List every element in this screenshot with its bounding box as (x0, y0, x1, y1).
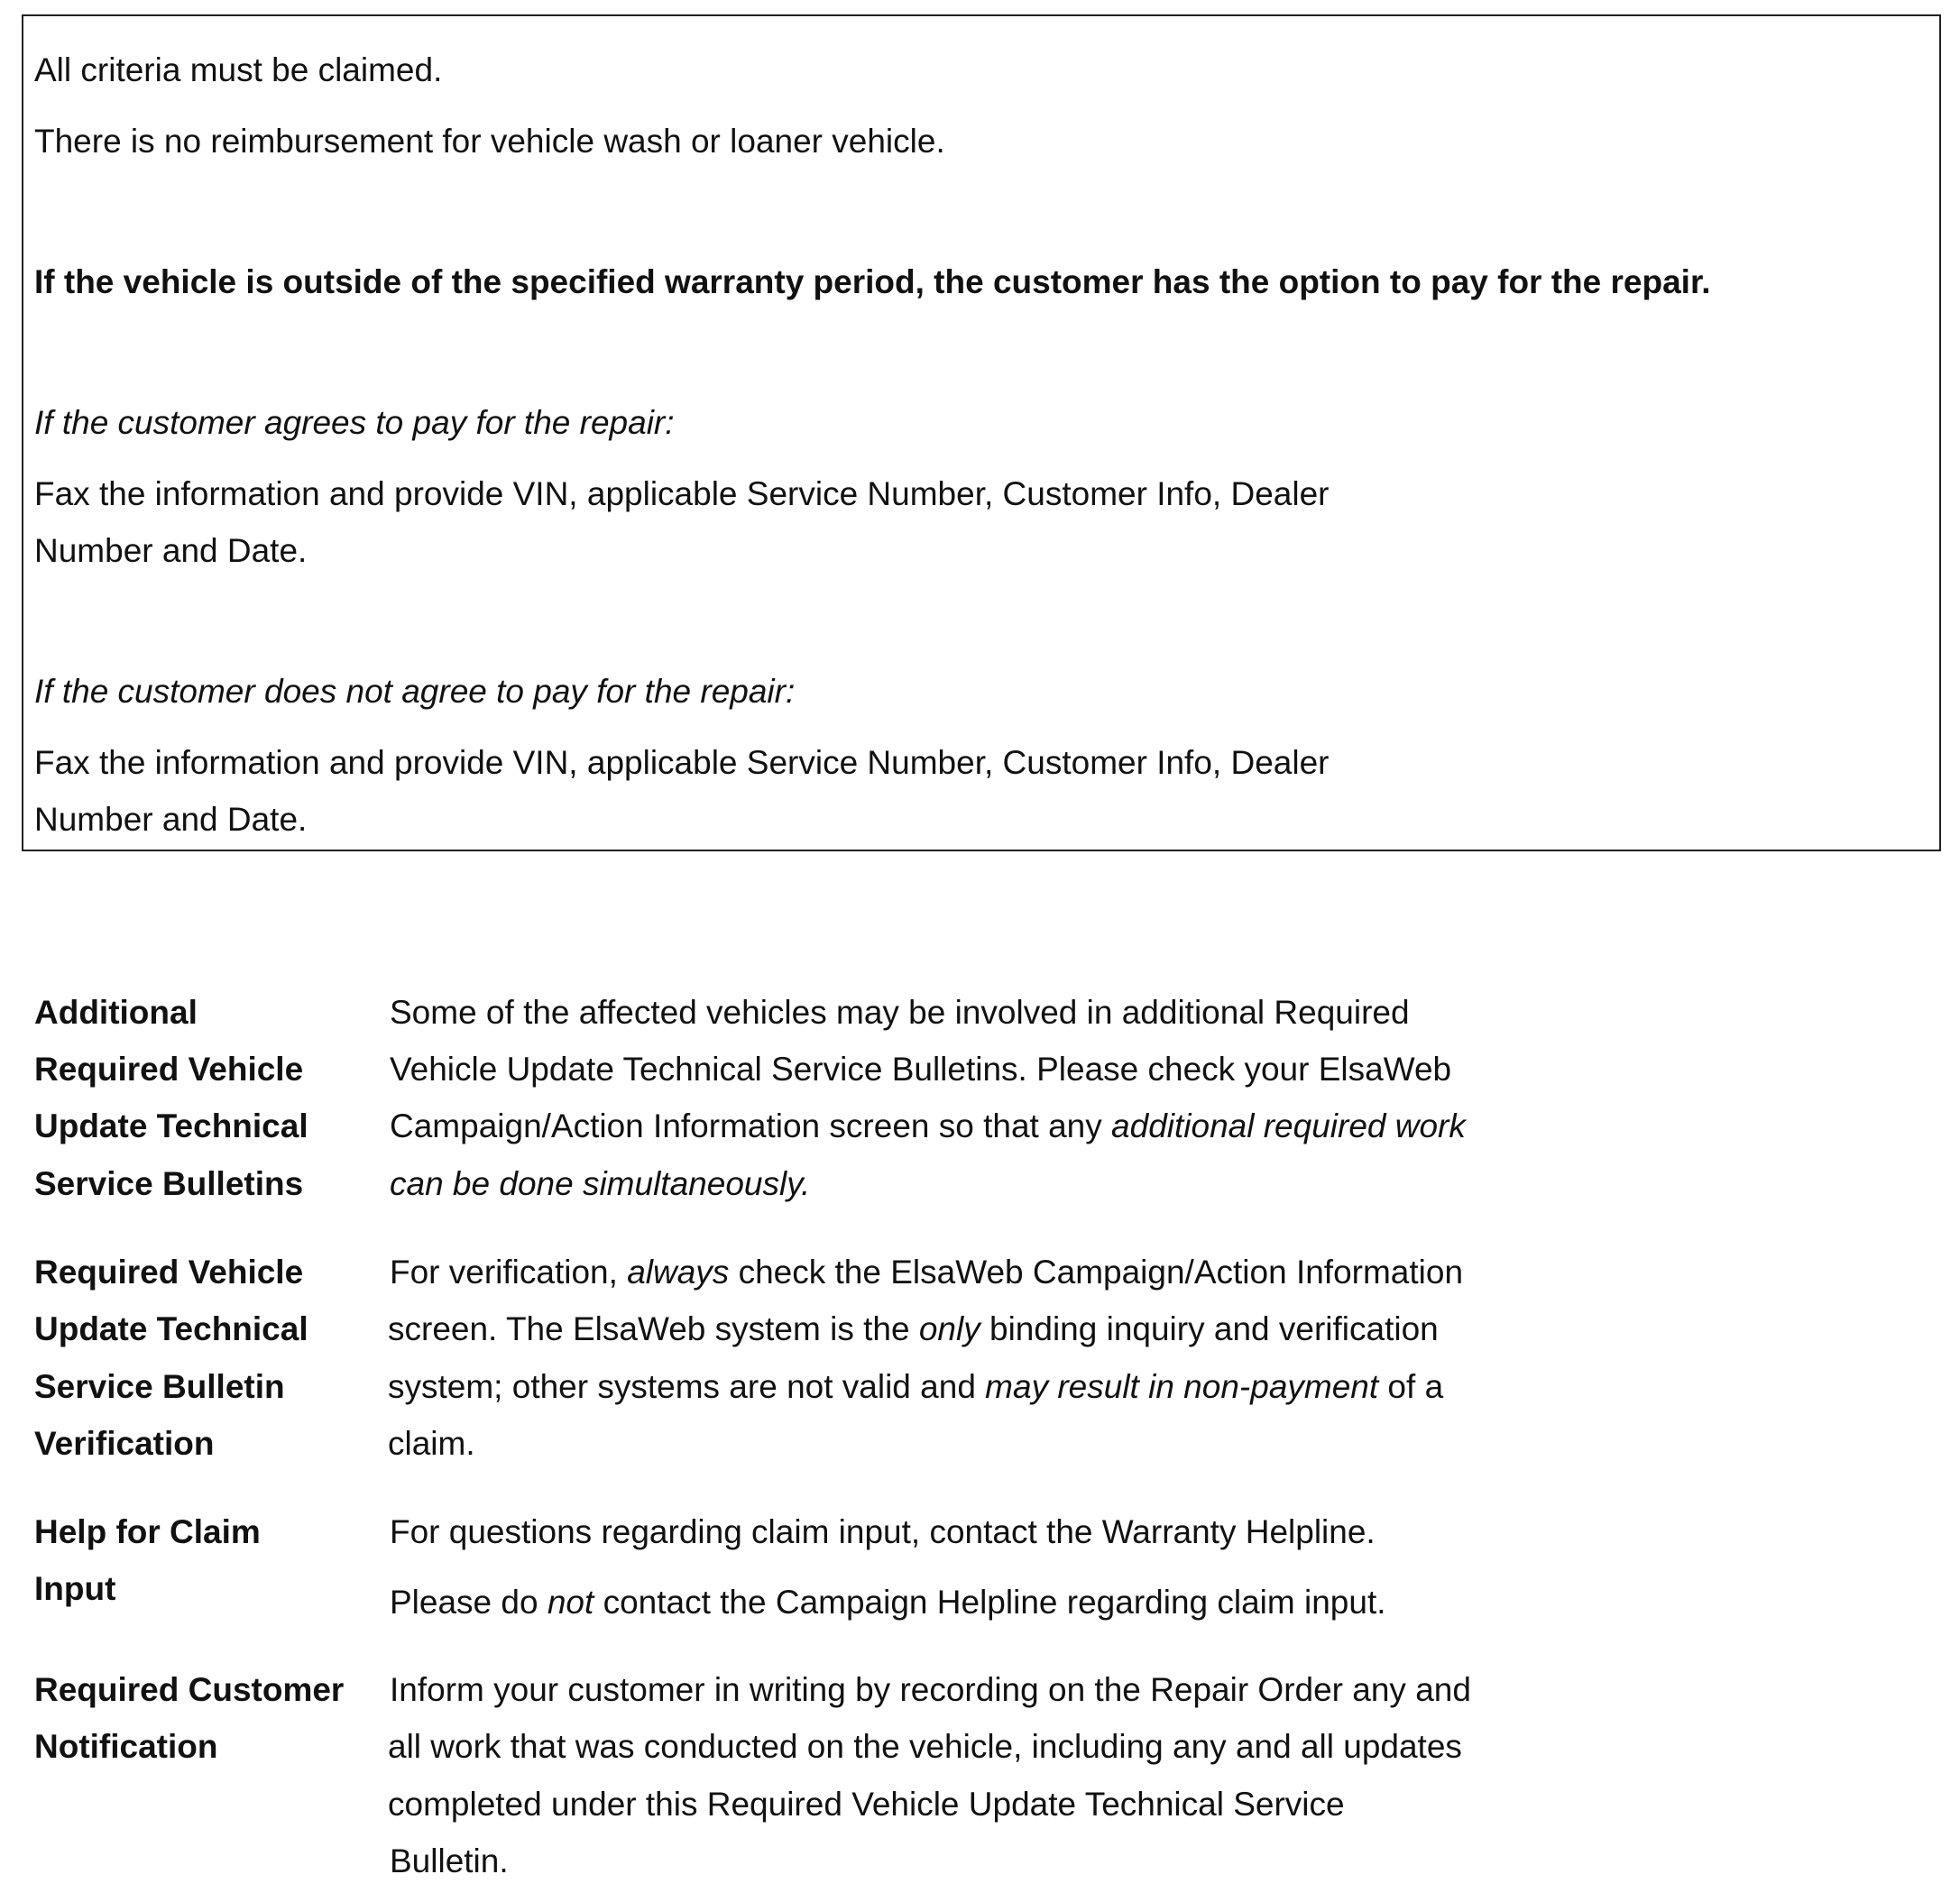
disagree-instructions-line-1: Fax the information and provide VIN, applicable Service Number, Customer Info, Dealer (34, 744, 1330, 781)
agree-heading: If the customer agrees to pay for the repair: (34, 404, 675, 441)
section-term: Update Technical (34, 1107, 308, 1144)
section-text-line: system; other systems are not valid and may result in non-payment of a (388, 1368, 1444, 1405)
section-term: Notification (34, 1728, 218, 1765)
section-term: Service Bulletins (34, 1165, 304, 1202)
section-text-line: For verification, always check the ElsaWeb Campaign/Action Information (390, 1254, 1464, 1291)
section-text-line: Vehicle Update Technical Service Bulletins. Please check your ElsaWeb (390, 1051, 1452, 1088)
section-term: Required Customer (34, 1671, 345, 1708)
section-term: Input (34, 1570, 116, 1607)
section-text-line: Inform your customer in writing by recording on the Repair Order any and (390, 1671, 1471, 1708)
disagree-instructions-line-2: Number and Date. (34, 801, 308, 838)
section-text-line: claim. (388, 1425, 475, 1462)
section-term: Additional (34, 994, 198, 1031)
section-term: Required Vehicle (34, 1051, 304, 1088)
section-text-line: completed under this Required Vehicle Update Technical Service (388, 1786, 1345, 1823)
section-term: Verification (34, 1425, 215, 1462)
section-text-line: all work that was conducted on the vehicle, including any and all updates (388, 1728, 1462, 1765)
section-text-line: Some of the affected vehicles may be involved in additional Required (390, 994, 1410, 1031)
section-term: Help for Claim (34, 1513, 261, 1550)
section-text-line: Campaign/Action Information screen so that any additional required work (390, 1107, 1466, 1144)
criteria-all-claimed: All criteria must be claimed. (34, 51, 443, 88)
section-text-line: Bulletin. (390, 1842, 509, 1879)
agree-instructions-line-1: Fax the information and provide VIN, applicable Service Number, Customer Info, Dealer (34, 475, 1330, 512)
section-text-line: For questions regarding claim input, contact the Warranty Helpline. (390, 1513, 1376, 1550)
section-term: Update Technical (34, 1310, 308, 1347)
section-term: Required Vehicle (34, 1254, 304, 1291)
criteria-warranty-note: If the vehicle is outside of the specified warranty period, the customer has the option to pay for the repair. (34, 263, 1711, 300)
section-text-line: Please do not contact the Campaign Helpline regarding claim input. (390, 1584, 1386, 1621)
disagree-heading: If the customer does not agree to pay for the repair: (34, 673, 796, 710)
criteria-no-reimbursement: There is no reimbursement for vehicle wash or loaner vehicle. (34, 123, 945, 160)
section-text-line: can be done simultaneously. (390, 1165, 811, 1202)
agree-instructions-line-2: Number and Date. (34, 532, 308, 569)
section-term: Service Bulletin (34, 1368, 285, 1405)
section-text-line: screen. The ElsaWeb system is the only binding inquiry and verification (388, 1310, 1439, 1347)
